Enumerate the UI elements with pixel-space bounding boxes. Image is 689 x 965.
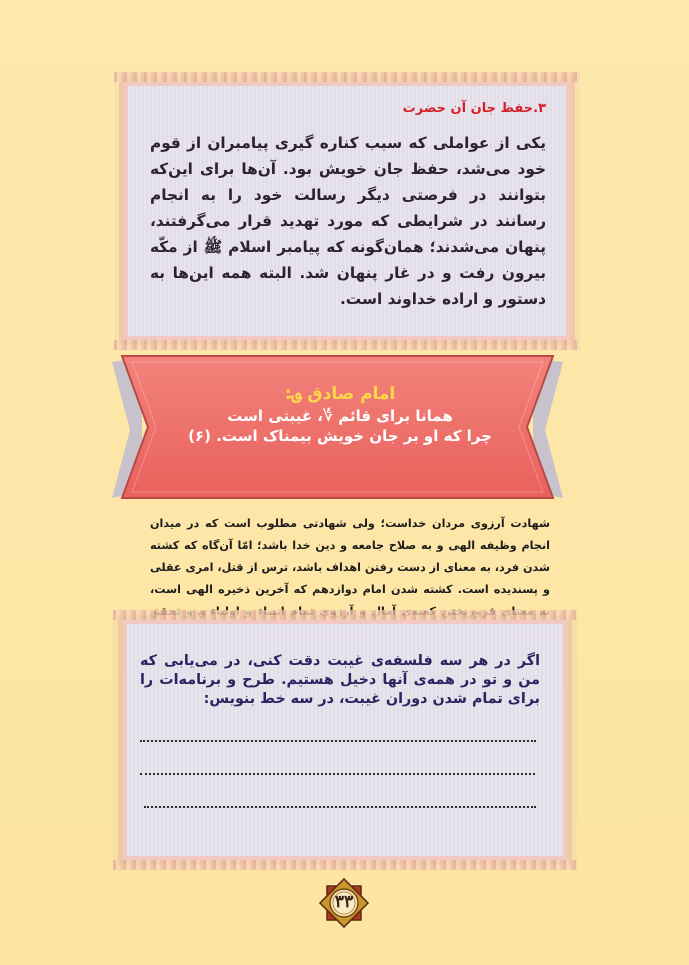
answer-line-1[interactable] [140,740,536,742]
exercise-prompt: اگر در هر سه فلسفه‌ی غیبت دقت کنی، در می‌یابی که من و تو در همه‌ی آنها دخیل هستیم. طرح و برنامه‌ات را برای تمام شدن دوران غیبت، در سه خط بنویس: [140,653,540,707]
answer-line-2[interactable] [140,773,535,775]
quote-line-2: چرا که او بر جان خویش بیمناک است. (۶) [188,427,492,445]
page-number: ۳۳ [334,892,354,912]
body-paragraph: شهادت آرزوی مردان خداست؛ ولی شهادتی مطلوب است که در میدان انجام وظیفه الهی و به صلاح جامعه و دین خدا باشد؛ امّا آن‌گاه که کشته شدن فرد، به معنای از دست رفتن اهداف باشد، ترس از قتل، امری عقلی و پسندیده است. کشته شدن امام دوازدهم که آخرین ذخیره الهی است، [150,517,550,596]
quote-line-1: همانا برای قائم ؇، غیبتی است [227,407,453,425]
answer-line-3[interactable] [144,806,536,808]
quote-title: امام صادق ؈: [284,384,396,404]
section-paragraph: یکی از عواملی که سبب کناره گیری پیامبران از قوم خود می‌شد، حفظ جان خویش بود. آن‌ها برای این‌که بتوانند در فرصتی دیگر رسالت خود را به انجام رسانند در شرایطی که مورد تهدید قرار می‌گرفتند، پنهان می‌شدند؛ همان‌گونه که پیامبر اسلام ﷺ از مکّه بیرون رفت و در غار پنهان شد. البته همه این‌ها به دستور و اراده خداوند است. [150,134,546,308]
quote-block [150,382,530,446]
section-title: ۳.حفظ جان آن حضرت [402,101,546,116]
